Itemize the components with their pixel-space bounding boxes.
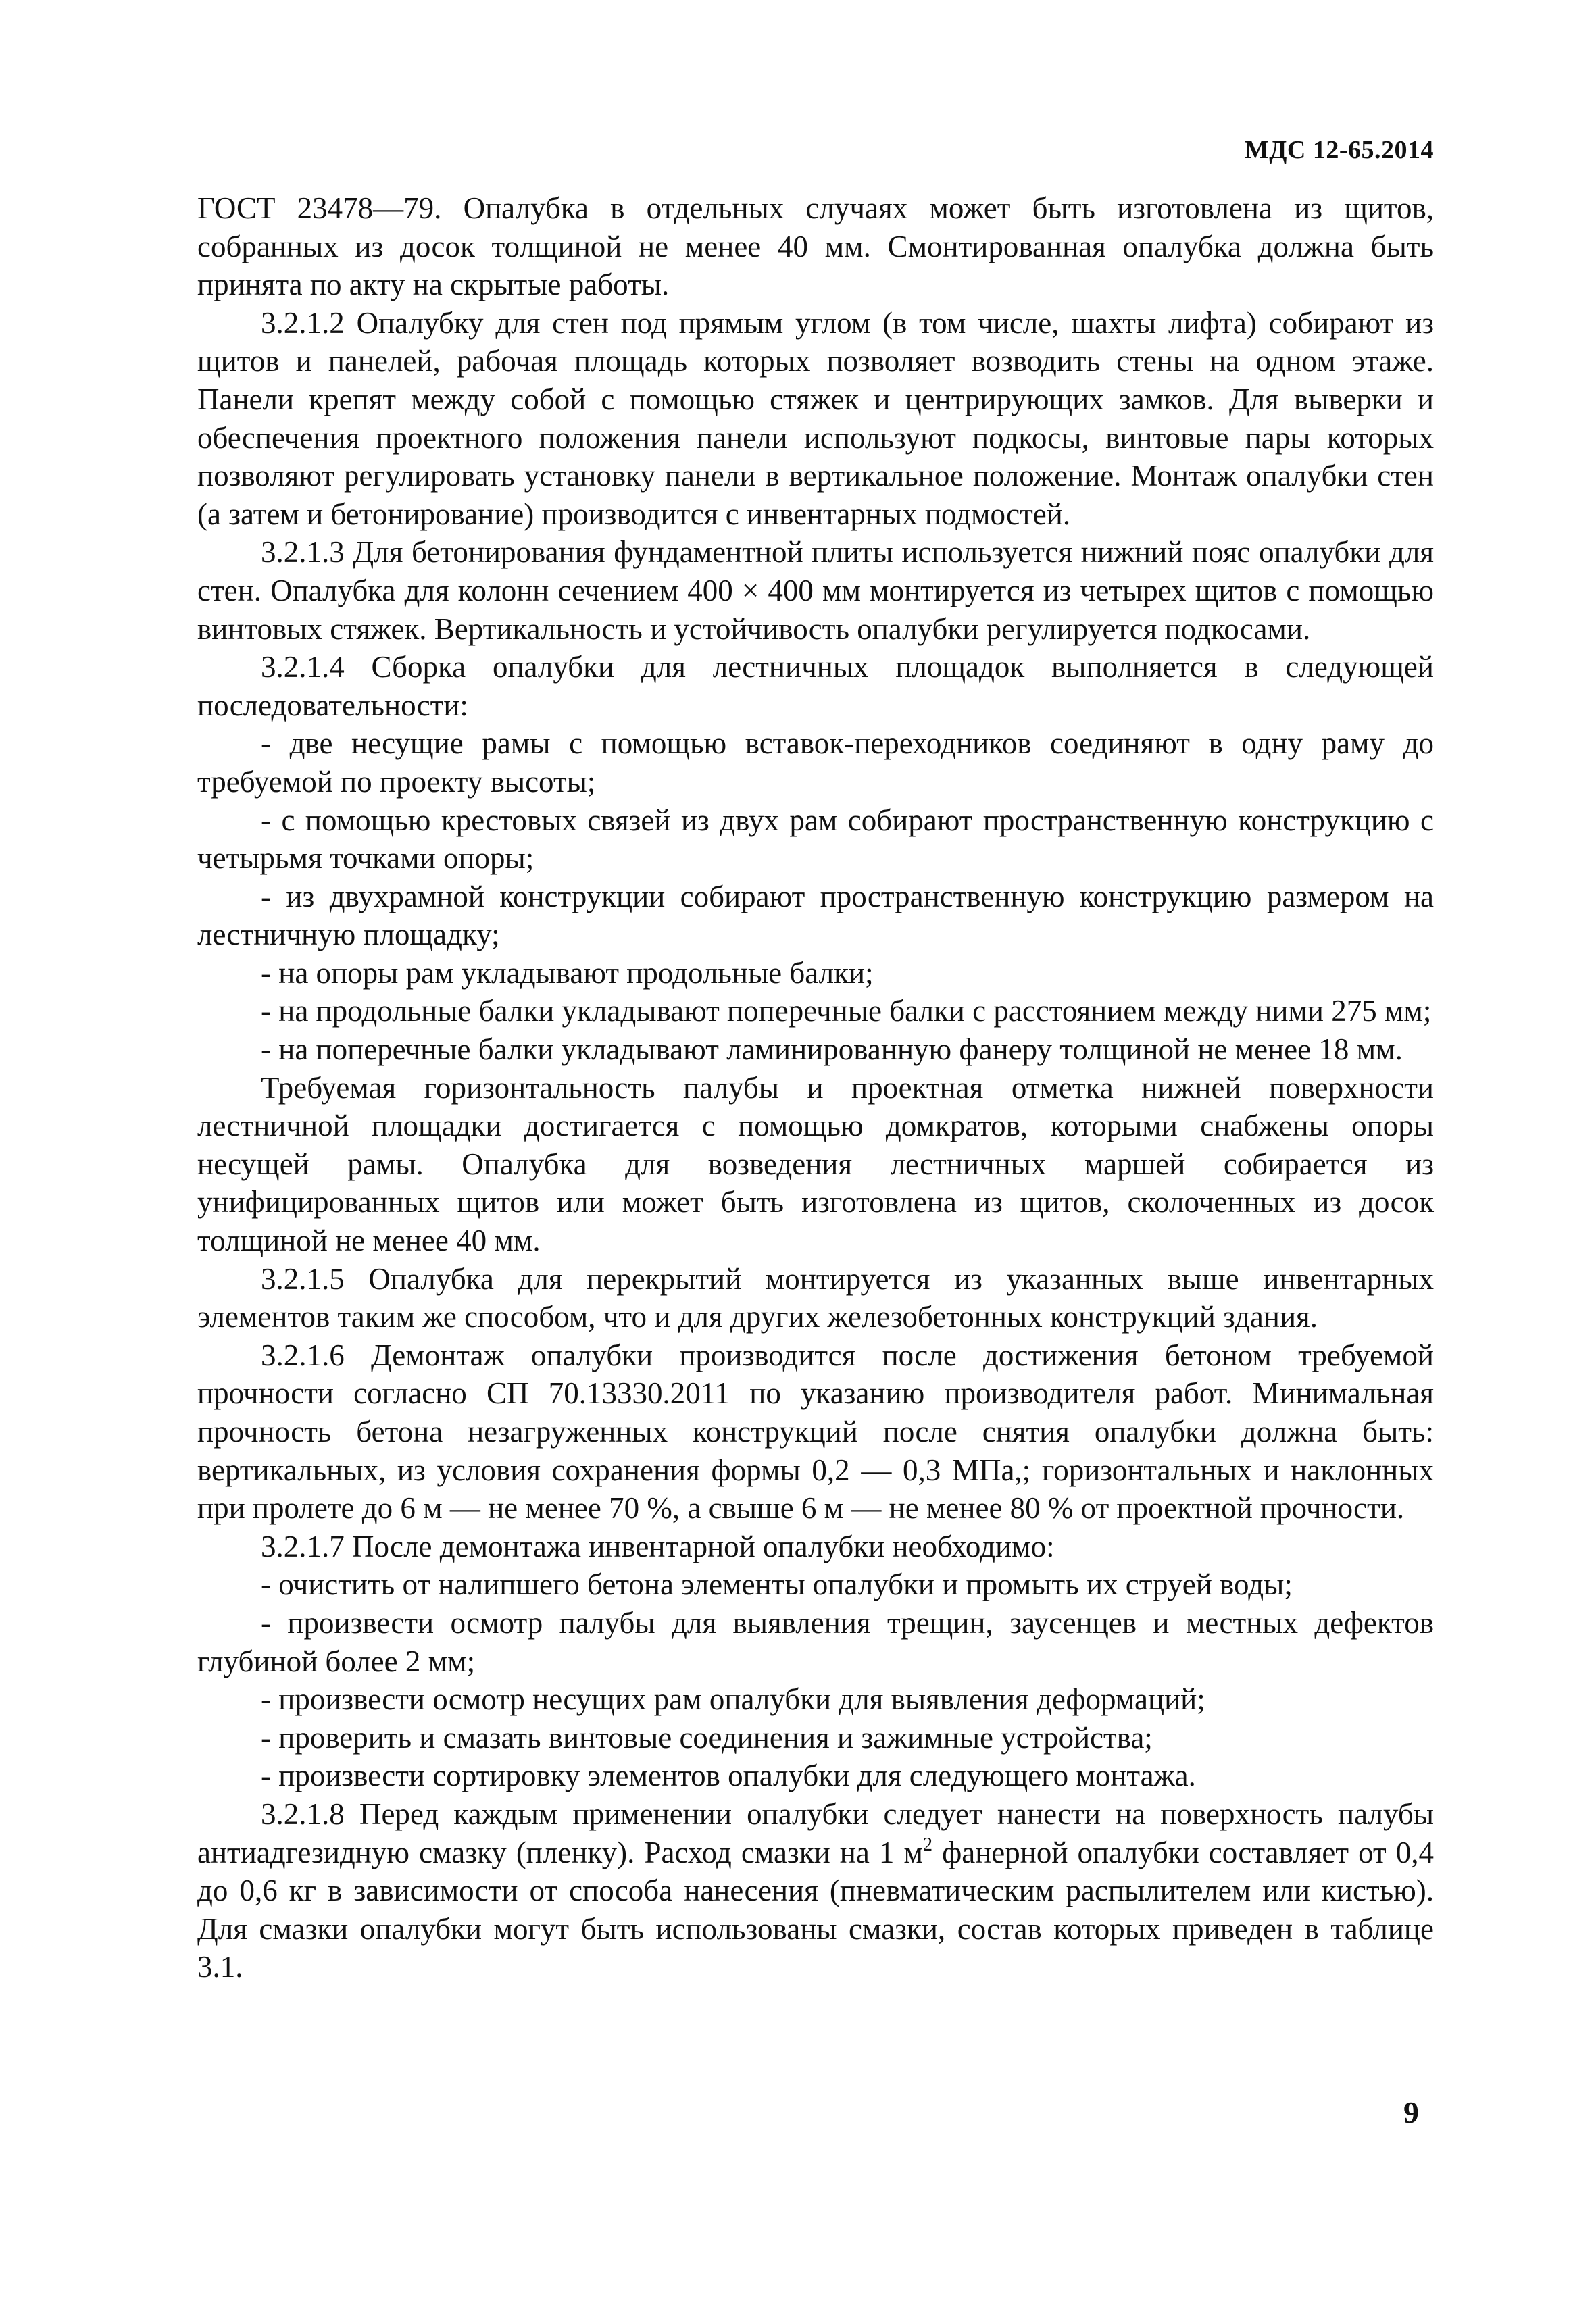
paragraph-gost-continuation: ГОСТ 23478—79. Опалубка в отдельных случаях может быть изготовлена из щитов, собранных из досок толщиной не менее 40 мм. Смонтированная опалубка должна быть принята по акту на скрытые работы.: [197, 191, 1434, 302]
paragraph-3-2-1-3: 3.2.1.3 Для бетонирования фундаментной плиты используется нижний пояс опалубки для стен. Опалубка для колонн сечением 400 × 400 мм монтируется из четырех щитов с помощью винтовых стяжек. Вертикальность и устойчивость опалубки регулируется подкосами.: [197, 535, 1434, 646]
list-item: - с помощью крестовых связей из двух рам собирают пространственную конструкцию с четырьмя точками опоры;: [197, 803, 1434, 876]
list-item: - проверить и смазать винтовые соединения и зажимные устройства;: [261, 1720, 1153, 1755]
list-item: - произвести осмотр несущих рам опалубки для выявления деформаций;: [261, 1682, 1205, 1717]
paragraph-3-2-1-8: [197, 1795, 1434, 1986]
paragraph-3-2-1-8-part1: 3.2.1.8 Перед каждым применении опалубки следует нанести на поверхность палубы антиадгезидную смазку (пленку). Расход смазки на 1 м: [197, 1796, 1434, 1869]
body-text: [197, 189, 1434, 1986]
paragraph-3-2-1-4: 3.2.1.4 Сборка опалубки для лестничных площадок выполняется в следующей последовательности:: [197, 650, 1434, 722]
list-item: - из двухрамной конструкции собирают пространственную конструкцию размером на лестничную площадку;: [197, 879, 1434, 952]
document-code: МДС 12-65.2014: [1244, 136, 1434, 164]
square-superscript: 2: [922, 1834, 932, 1855]
list-item: - произвести сортировку элементов опалубки для следующего монтажа.: [261, 1759, 1196, 1793]
page-number: 9: [1403, 2095, 1419, 2130]
paragraph-horizontality: Требуемая горизонтальность палубы и проектная отметка нижней поверхности лестничной площадки достигается с помощью домкратов, которыми снабжены опоры несущей рамы. Опалубка для возведения лестничных маршей собирается из унифицированных щитов или может быть изготовлена из щитов, сколоченных из досок толщиной не менее 40 мм.: [197, 1070, 1434, 1258]
paragraph-3-2-1-2: 3.2.1.2 Опалубку для стен под прямым углом (в том числе, шахты лифта) собирают из щитов и панелей, рабочая площадь которых позволяет возводить стены на одном этаже. Панели крепят между собой с помощью стяжек и центрирующих замков. Для выверки и обеспечения проектного положения панели используют подкосы, винтовые пары которых позволяют регулировать установку панели в вертикальное положение. Монтаж опалубки стен (а затем и бетонирование) производится с инвентарных подмостей.: [197, 305, 1434, 531]
paragraph-3-2-1-5: 3.2.1.5 Опалубка для перекрытий монтируется из указанных выше инвентарных элементов таким же способом, что и для других железобетонных конструкций здания.: [197, 1261, 1434, 1334]
list-item: - на продольные балки укладывают поперечные балки с расстоянием между ними 275 мм;: [261, 994, 1432, 1028]
list-item: - две несущие рамы с помощью вставок-переходников соединяют в одну раму до требуемой по проекту высоты;: [197, 726, 1434, 799]
paragraph-3-2-1-6: 3.2.1.6 Демонтаж опалубки производится после достижения бетоном требуемой прочности согласно СП 70.13330.2011 по указанию производителя работ. Минимальная прочность бетона незагруженных конструкций после снятия опалубки должна быть: вертикальных, из условия сохранения формы 0,2 — 0,3 МПа,; горизонтальных и наклонных при пролете до 6 м — не менее 70 %, а свыше 6 м — не менее 80 % от проектной прочности.: [197, 1338, 1434, 1526]
list-item: - произвести осмотр палубы для выявления трещин, заусенцев и местных дефектов глубиной более 2 мм;: [197, 1605, 1434, 1678]
list-item: - очистить от налипшего бетона элементы опалубки и промыть их струей воды;: [261, 1567, 1293, 1602]
list-item: - на опоры рам укладывают продольные балки;: [261, 955, 874, 990]
paragraph-3-2-1-8-part2: фанерной опалубки составляет от 0,4 до 0,6 кг в зависимости от способа нанесения (пневматическим распылителем или кистью). Для смазки опалубки могут быть использованы смазки, состав которых приведен в таблице 3.1.: [197, 1835, 1434, 1984]
paragraph-3-2-1-7: 3.2.1.7 После демонтажа инвентарной опалубки необходимо:: [261, 1529, 1055, 1563]
list-item: - на поперечные балки укладывают ламинированную фанеру толщиной не менее 18 мм.: [261, 1032, 1403, 1067]
